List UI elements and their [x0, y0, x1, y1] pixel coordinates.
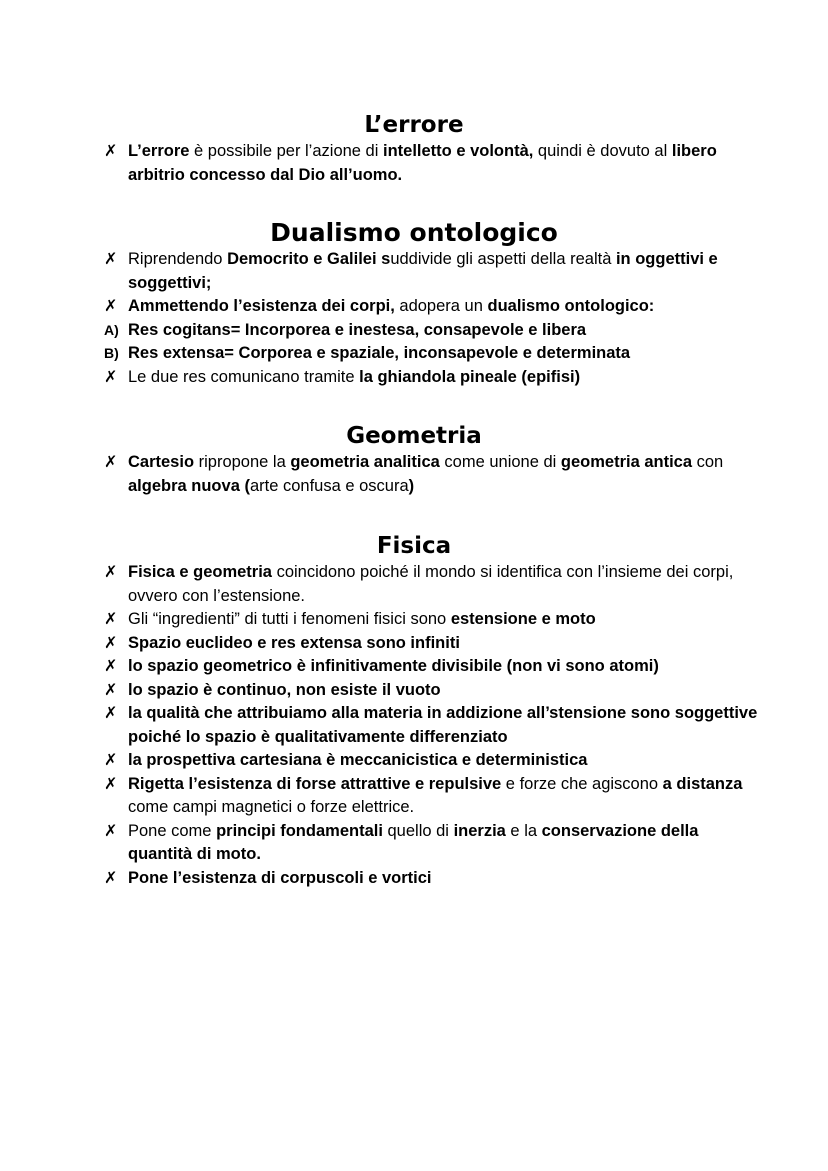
- text: quindi è dovuto al: [533, 142, 672, 160]
- list-item: [0, 820, 828, 867]
- bullet-list: [0, 451, 828, 498]
- bold-text: Cartesio: [128, 453, 195, 471]
- list-item: [0, 561, 828, 608]
- cross-bullet-icon: ✗: [104, 681, 118, 699]
- text: ripropone la: [194, 453, 291, 471]
- bold-text: intelletto e volontà,: [382, 142, 534, 160]
- bold-text: ): [408, 476, 415, 495]
- cross-bullet-icon: ✗: [104, 611, 118, 628]
- text: e la: [505, 821, 542, 840]
- section-title: Fisica: [376, 533, 452, 559]
- list-item: [0, 655, 828, 679]
- list-item: [0, 632, 828, 656]
- cross-bullet-icon: ✗: [104, 298, 118, 315]
- list-item: [0, 342, 828, 366]
- bold-text: lo spazio geometrico è infinitivamente divisibile (non vi sono atomi): [128, 657, 659, 675]
- bold-text: principi fondamentali: [216, 821, 383, 840]
- text: Riprendendo: [128, 250, 228, 268]
- cross-bullet-icon: ✗: [104, 564, 118, 581]
- section-dualismo-ontologico: [0, 218, 828, 389]
- bold-text: Res extensa= Corporea e spaziale, inconsapevole e determinata: [128, 344, 631, 362]
- bold-text: Fisica e geometria: [128, 563, 272, 581]
- list-item: [0, 749, 828, 773]
- text: adopera un: [394, 297, 488, 315]
- list-item: [0, 248, 828, 295]
- list-item: [0, 608, 828, 632]
- list-letter-marker: A): [104, 321, 119, 338]
- bold-text: Res cogitans= Incorporea e inestesa, consapevole e libera: [128, 320, 587, 339]
- list-item: [0, 319, 828, 343]
- section-title: Dualismo ontologico: [270, 218, 558, 247]
- bold-text: conservazione della quantità di moto.: [128, 821, 699, 863]
- section-title: Geometria: [346, 423, 482, 449]
- cross-bullet-icon: ✗: [104, 658, 118, 675]
- list-item: [0, 451, 828, 498]
- bold-text: Spazio euclideo e res extensa sono infiniti: [128, 633, 460, 652]
- text: Gli “ingredienti” di tutti i fenomeni fisici sono: [128, 610, 451, 628]
- list-item: [0, 140, 828, 187]
- bold-text: geometria analitica: [290, 453, 440, 471]
- bold-text: la ghiandola pineale (epifisi): [359, 367, 581, 386]
- cross-bullet-icon: ✗: [104, 869, 118, 887]
- text: coincidono poiché il mondo si identifica con l’insieme dei corpi, ovvero con l’estensione.: [128, 563, 734, 605]
- cross-bullet-icon: ✗: [104, 775, 118, 793]
- list-letter-marker: B): [104, 345, 119, 361]
- bold-text: inerzia: [453, 821, 506, 840]
- bullet-list: [0, 140, 828, 187]
- list-item: [0, 702, 828, 749]
- text: uddivide gli aspetti della realtà: [390, 250, 616, 268]
- bold-text: dualismo ontologico:: [487, 297, 655, 315]
- bold-text: L’errore: [128, 142, 190, 160]
- cross-bullet-icon: ✗: [104, 251, 118, 268]
- bold-text: in oggettivi e soggettivi;: [128, 250, 718, 292]
- list-item: [0, 295, 828, 319]
- bullet-list: [0, 561, 828, 890]
- list-item: [0, 679, 828, 703]
- cross-bullet-icon: ✗: [104, 705, 118, 722]
- text: è possibile per l’azione di: [189, 142, 383, 160]
- cross-bullet-icon: ✗: [104, 752, 118, 769]
- bold-text: estensione e moto: [450, 610, 596, 628]
- cross-bullet-icon: ✗: [104, 634, 118, 652]
- text: come unione di: [439, 453, 561, 471]
- text: come campi magnetici o forze elettrice.: [128, 798, 415, 816]
- bold-text: la prospettiva cartesiana è meccanicistica e deterministica: [128, 751, 588, 769]
- text: Pone come: [128, 821, 217, 840]
- cross-bullet-icon: ✗: [104, 143, 118, 160]
- bold-text: libero arbitrio concesso dal Dio all’uomo.: [128, 142, 717, 184]
- text: arte confusa e oscura: [249, 476, 409, 495]
- bold-text: a distanza: [662, 774, 743, 793]
- section-fisica: [0, 531, 828, 890]
- bold-text: lo spazio è continuo, non esiste il vuoto: [128, 680, 441, 699]
- text: con: [692, 453, 724, 471]
- bold-text: geometria antica: [560, 453, 693, 471]
- cross-bullet-icon: ✗: [104, 368, 118, 386]
- text: Le due res comunicano tramite: [128, 367, 360, 386]
- bold-text: Democrito e Galilei s: [227, 250, 391, 268]
- section-geometria: [0, 421, 828, 498]
- text: e forze che agiscono: [501, 774, 663, 793]
- list-item: [0, 366, 828, 390]
- section-title: L’errore: [364, 112, 464, 138]
- list-item: [0, 773, 828, 820]
- section-l-errore: [0, 110, 828, 187]
- text: quello di: [382, 821, 454, 840]
- cross-bullet-icon: ✗: [104, 454, 118, 471]
- bold-text: Pone l’esistenza di corpuscoli e vortici: [128, 868, 432, 887]
- bold-text: la qualità che attribuiamo alla materia in addizione all’stensione sono soggettive poiché lo spazio è qualitativamente differenziato: [128, 704, 758, 746]
- bold-text: Rigetta l’esistenza di forse attrattive e repulsive: [128, 774, 502, 793]
- bullet-list: [0, 248, 828, 389]
- cross-bullet-icon: ✗: [104, 822, 118, 840]
- bold-text: Ammettendo l’esistenza dei corpi,: [128, 297, 395, 315]
- bold-text: algebra nuova (: [128, 476, 250, 495]
- list-item: [0, 867, 828, 891]
